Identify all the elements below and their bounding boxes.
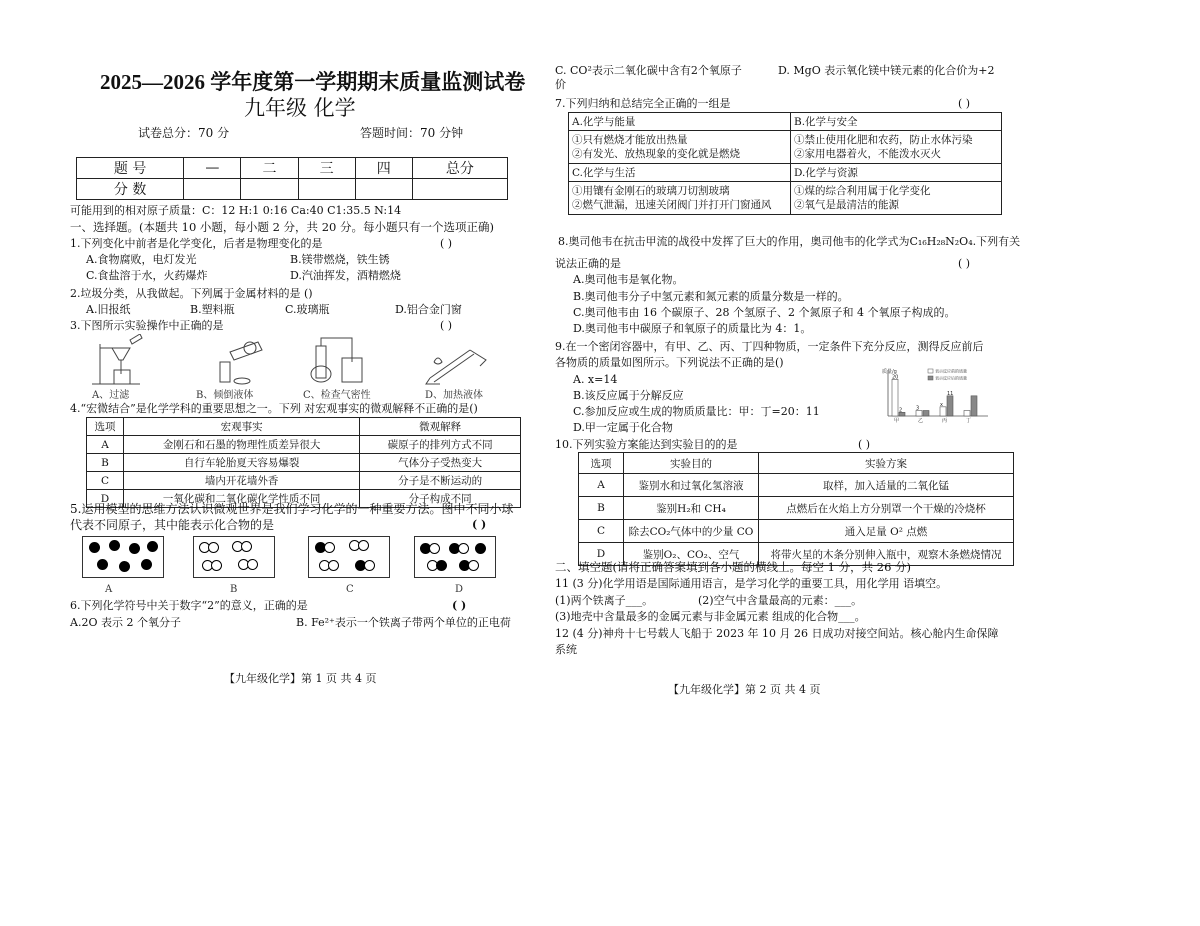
legend-swatch-before [928, 369, 933, 373]
q10-cell: 鉴别水和过氧化氢溶液 [624, 474, 759, 497]
q8-option-d: D.奥司他韦中碳原子和氧原子的质量比为 4：1。 [573, 322, 812, 335]
score-header: 二 [241, 158, 298, 179]
q10-header: 实验目的 [624, 453, 759, 474]
q5-paren: ( ) [472, 518, 487, 531]
q5-model-d [414, 536, 496, 578]
q2-option-b: B.塑料瓶 [190, 303, 235, 316]
chart-bar [971, 396, 977, 416]
q2-option-a: A.旧报纸 [86, 303, 131, 316]
q7-cell: A.化学与能量 [569, 113, 791, 131]
q6-option-a: A.2O 表示 2 个氧分子 [70, 616, 181, 629]
q2-stem: 2.垃圾分类，从我做起。下列属于金属材料的是 () [70, 287, 313, 300]
score-cell[interactable] [355, 179, 412, 200]
q10-paren: ( ) [858, 438, 871, 451]
q10-cell: 鉴别O₂、CO₂、空气 [624, 543, 759, 566]
q1-stem: 1.下列变化中前者是化学变化，后者是物理变化的是 [70, 237, 323, 250]
q10-cell: 鉴别H₂和 CH₄ [624, 497, 759, 520]
q6-option-d: D. MgO 表示氧化镁中镁元素的化合价为+2 [778, 64, 995, 77]
q1-option-b: B.镁带燃烧，铁生锈 [290, 253, 390, 266]
pouring-apparatus [220, 342, 262, 384]
q8-paren: ( ) [958, 257, 971, 270]
q3-caption-c: C、检查气密性 [303, 390, 371, 401]
q12-stem-line2: 系统 [555, 643, 577, 656]
page1-footer: 【九年级化学】第 1 页 共 4 页 [224, 672, 377, 685]
q4-header: 宏观事实 [124, 418, 360, 436]
exam-subtitle: 九年级 化学 [244, 96, 356, 120]
score-cell[interactable] [412, 179, 507, 200]
q6-paren: ( ) [452, 599, 467, 612]
section1-heading: 一、选择题。(本题共 10 小题，每小题 2 分，共 20 分。每小题只有一个选项正确) [70, 220, 494, 234]
q9-option-b: B.该反应属于分解反应 [573, 389, 684, 402]
q4-cell: D [87, 490, 124, 508]
q2-option-c: C.玻璃瓶 [285, 303, 330, 316]
chart-bar [940, 407, 946, 416]
q10-cell: A [579, 474, 624, 497]
q1-option-c: C.食盐溶于水，火药爆炸 [86, 269, 208, 282]
legend-before: 表示反应前的质量 [935, 368, 967, 374]
q5-label-d: D [455, 584, 464, 595]
q7-cell: ①只有燃烧才能放出热量 ②有发光、放热现象的变化就是燃烧 [569, 131, 791, 164]
q7-cell: ①煤的综合利用属于化学变化 ②氧气是最清洁的能源 [791, 182, 1002, 215]
chart-data-label: 2 [899, 407, 903, 414]
score-header: 三 [298, 158, 355, 179]
q5-stem-line2: 代表不同原子，其中能表示化合物的是 [70, 518, 275, 532]
q6-option-c: C. CO²表示二氧化碳中含有2个氧原子 [555, 64, 742, 77]
score-cell[interactable] [241, 179, 298, 200]
filtration-apparatus [92, 334, 142, 384]
q12-stem-line1: 12 (4 分)神舟十七号载人飞船于 2023 年 10 月 26 日成功对接空间站。核心舱内生命保障 [555, 627, 999, 640]
q4-cell: 自行车轮胎夏天容易爆裂 [124, 454, 360, 472]
q7-stem: 7.下列归纳和总结完全正确的一组是 [555, 97, 731, 110]
q4-cell: 金刚石和石墨的物理性质差异很大 [124, 436, 360, 454]
score-table [76, 157, 508, 200]
q7-paren: ( ) [958, 97, 971, 110]
q9-stem-line2: 各物质的质量如图所示。下列说法不正确的是() [555, 356, 784, 369]
q6-option-b: B. Fe²⁺表示一个铁离子带两个单位的正电荷 [296, 616, 511, 629]
q10-cell: 将带火星的木条分别伸入瓶中，观察木条燃烧情况 [759, 543, 1014, 566]
score-cell[interactable] [298, 179, 355, 200]
q5-label-a: A [105, 584, 113, 595]
q4-cell: C [87, 472, 124, 490]
score-header: 总分 [412, 158, 507, 179]
total-score: 试卷总分：70 分 [138, 126, 230, 140]
q4-cell: 分子构成不同 [360, 490, 521, 508]
q10-cell: C [579, 520, 624, 543]
chart-ylabel: 质量/g [882, 369, 897, 375]
section2-heading: 二、填空题(请将正确答案填到各小题的横线上。每空 1 分，共 26 分) [555, 560, 912, 574]
q4-cell: A [87, 436, 124, 454]
score-header: 四 [355, 158, 412, 179]
q10-cell: D [579, 543, 624, 566]
chart-category-label: 甲 [894, 418, 900, 424]
q4-cell: 墙内开花墙外香 [124, 472, 360, 490]
q9-option-d: D.甲一定属于化合物 [573, 421, 673, 434]
q4-cell: 一氧化碳和二氧化碳化学性质不同 [124, 490, 360, 508]
q8-option-b: B.奥司他韦分子中氢元素和氮元素的质量分数是一样的。 [573, 290, 849, 303]
q3-caption-b: B、倾倒液体 [196, 390, 254, 401]
q3-caption-a: A、过滤 [92, 390, 130, 401]
q10-cell: 除去CO₂气体中的少量 CO [624, 520, 759, 543]
chart-bar [964, 411, 970, 417]
q3-caption-d: D、加热液体 [425, 390, 484, 401]
legend-swatch-after [928, 376, 933, 380]
q6-stem: 6.下列化学符号中关于数字“2”的意义，正确的是 [70, 599, 308, 612]
q7-cell: ①禁止使用化肥和农药，防止水体污染 ②家用电器着火，不能泼水灭火 [791, 131, 1002, 164]
q4-header: 微观解释 [360, 418, 521, 436]
q5-model-c [308, 536, 390, 578]
q10-cell: 通入足量 O² 点燃 [759, 520, 1014, 543]
q8-stem-line2: 说法正确的是 [555, 257, 621, 270]
q4-cell: B [87, 454, 124, 472]
q1-option-d: D.汽油挥发，酒精燃烧 [290, 269, 401, 282]
q5-label-b: B [230, 584, 238, 595]
chart-bar [947, 396, 953, 416]
q8-option-a: A.奥司他韦是氧化物。 [573, 273, 684, 286]
q4-table [86, 417, 521, 508]
q10-header: 实验方案 [759, 453, 1014, 474]
chart-data-label: 11 [947, 390, 954, 397]
q9-stem-line1: 9.在一个密闭容器中，有甲、乙、丙、丁四种物质，一定条件下充分反应，测得反应前后 [555, 340, 984, 353]
legend-after: 表示反应后的质量 [935, 375, 967, 381]
chart-data-label: 3 [916, 405, 920, 412]
q4-cell: 碳原子的排列方式不同 [360, 436, 521, 454]
q5-stem-line1: 5.运用模型的思维方法认识微观世界是我们学习化学的一种重要方法。图中不同小球 [70, 502, 514, 516]
q1-option-a: A.食物腐败，电灯发光 [86, 253, 197, 266]
q7-cell: ①用镶有金刚石的玻璃刀切割玻璃 ②燃气泄漏，迅速关闭阀门并打开门窗通风 [569, 182, 791, 215]
heating-apparatus [426, 350, 486, 384]
q7-cell: C.化学与生活 [569, 164, 791, 182]
score-header: — [184, 158, 241, 179]
q4-stem: 4.“宏微结合”是化学学科的重要思想之一。下列 对宏观事实的微观解释不正确的是() [70, 402, 478, 415]
chart-bar [923, 411, 929, 417]
exam-time: 答题时间：70 分钟 [360, 126, 464, 140]
q9-option-c: C.参加反应或生成的物质质量比：甲：丁=20：11 [573, 405, 820, 418]
q8-option-c: C.奥司他韦由 16 个碳原子、28 个氢原子、2 个氮原子和 4 个氧原子构成的。 [573, 306, 956, 319]
chart-category-label: 乙 [918, 418, 924, 424]
q7-cell: D.化学与资源 [791, 164, 1002, 182]
exam-title: 2025—2026 学年度第一学期期末质量监测试卷 [100, 70, 526, 94]
q10-table [578, 452, 1014, 566]
page2-footer: 【九年级化学】第 2 页 共 4 页 [668, 683, 821, 696]
q4-header: 选项 [87, 418, 124, 436]
q5-model-b [193, 536, 275, 578]
q11-stem: 11 (3 分)化学用语是国际通用语言，是学习化学的重要工具，用化学用 语填空。 [555, 577, 948, 590]
q5-model-a [82, 536, 164, 578]
q9-option-a: A. x=14 [573, 373, 618, 386]
q3-paren: ( ) [440, 319, 453, 332]
q10-stem: 10.下列实验方案能达到实验目的的是 [555, 438, 738, 451]
q9-mass-bar-chart [880, 366, 992, 424]
q11-part2: (2)空气中含量最高的元素：___。 [698, 594, 863, 607]
q10-header: 选项 [579, 453, 624, 474]
q2-option-d: D.铝合金门窗 [395, 303, 462, 316]
q11-part3: (3)地壳中含量最多的金属元素与非金属元素 组成的化合物___。 [555, 610, 866, 623]
q3-apparatus-figures [90, 334, 510, 386]
airtightness-apparatus [311, 338, 362, 382]
q1-paren: ( ) [440, 237, 453, 250]
q4-cell: 分子是不断运动的 [360, 472, 521, 490]
q3-stem: 3.下图所示实验操作中正确的是 [70, 319, 224, 332]
chart-category-label: 丙 [942, 418, 948, 424]
q6-option-d-cont: 价 [555, 78, 566, 91]
q10-cell: 点燃后在火焰上方分别罩一个干燥的冷烧杯 [759, 497, 1014, 520]
chart-bar [892, 379, 898, 416]
q5-label-c: C [346, 584, 354, 595]
atomic-masses: 可能用到的相对原子质量：C：12 H:1 0:16 Ca:40 C1:35.5 N:14 [70, 204, 402, 217]
q10-cell: B [579, 497, 624, 520]
chart-category-label: 丁 [966, 418, 972, 424]
q11-part1: (1)两个铁离子___。 [555, 594, 654, 607]
q10-cell: 取样，加入适量的二氧化锰 [759, 474, 1014, 497]
chart-data-label: 20 [892, 374, 899, 381]
q7-cell: B.化学与安全 [791, 113, 1002, 131]
q4-cell: 气体分子受热变大 [360, 454, 521, 472]
chart-data-label: x [940, 401, 943, 408]
q7-table [568, 112, 1002, 215]
q8-stem-line1: 8.奥司他韦在抗击甲流的战役中发挥了巨大的作用，奥司他韦的化学式为C₁₆H₂₈N₂O₄.下列有关 [558, 235, 1021, 248]
score-row-label: 分 数 [77, 179, 184, 200]
score-header: 题 号 [77, 158, 184, 179]
score-cell[interactable] [184, 179, 241, 200]
